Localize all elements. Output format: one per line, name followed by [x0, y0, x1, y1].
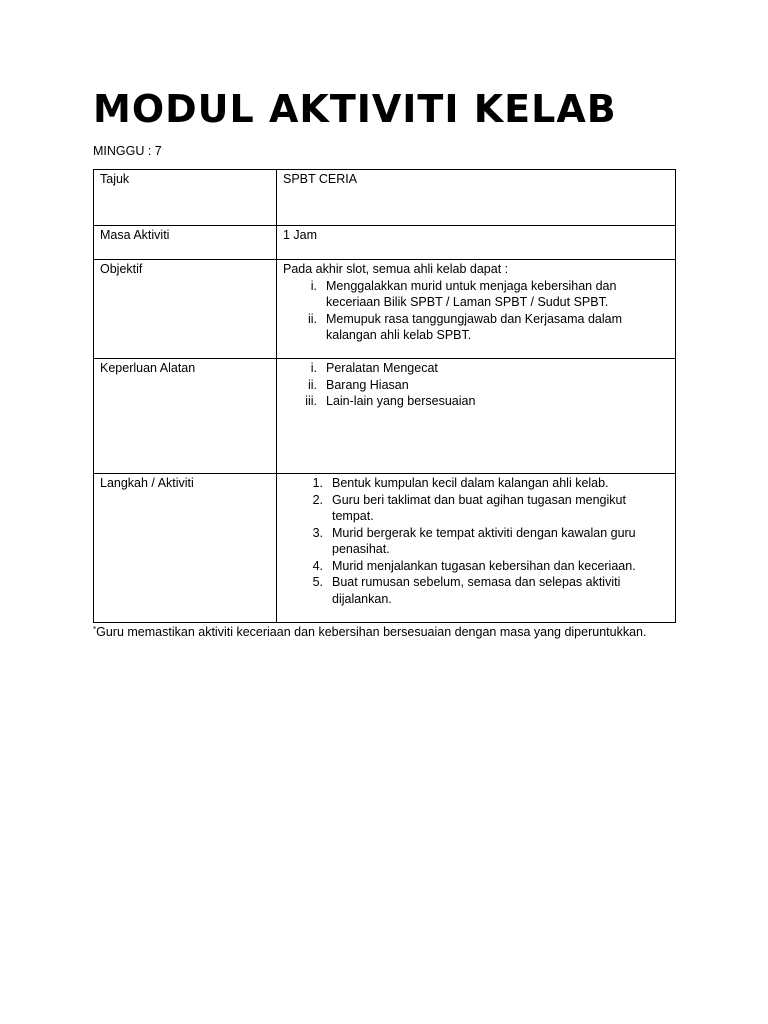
footnote-text: Guru memastikan aktiviti keceriaan dan kebersihan bersesuaian dengan masa yang diperuntukkan. [96, 625, 647, 639]
list-item-text: Murid menjalankan tugasan kebersihan dan keceriaan. [332, 558, 636, 573]
module-table [93, 169, 676, 623]
list-item [283, 393, 669, 410]
tajuk-value: SPBT CERIA [277, 170, 676, 226]
row-masa-aktiviti [94, 226, 676, 260]
list-marker: 3. [312, 525, 323, 540]
langkah-aktiviti-cell [277, 474, 676, 623]
list-marker: 2. [312, 492, 323, 507]
list-marker: 1. [312, 476, 323, 490]
row-tajuk [94, 170, 676, 226]
objektif-intro: Pada akhir slot, semua ahli kelab dapat : [283, 262, 509, 276]
masa-aktiviti-label: Masa Aktiviti [94, 226, 277, 260]
list-marker: ii. [307, 311, 317, 326]
list-item-text: Barang Hiasan [326, 377, 409, 392]
list-item [283, 574, 669, 607]
list-item-text: Guru beri taklimat dan buat agihan tugasan mengikut tempat. [332, 492, 626, 523]
masa-aktiviti-value: 1 Jam [277, 226, 676, 260]
week-label: MINGGU : 7 [93, 144, 162, 158]
list-item-text: Menggalakkan murid untuk menjaga kebersihan dan keceriaan Bilik SPBT / Laman SPBT / Sudut SPBT. [326, 278, 617, 309]
list-marker: ii. [307, 377, 317, 392]
list-marker: i. [310, 278, 317, 293]
objektif-label: Objektif [94, 260, 277, 359]
row-keperluan-alatan [94, 359, 676, 474]
footnote-mark: * [93, 625, 97, 634]
langkah-list [283, 475, 669, 607]
keperluan-alatan-cell [277, 359, 676, 474]
list-marker: 5. [312, 575, 323, 589]
list-item-text: Memupuk rasa tanggungjawab dan Kerjasama dalam kalangan ahli kelab SPBT. [326, 311, 623, 342]
document-title: MODUL AKTIVITI KELAB [93, 87, 617, 131]
row-langkah-aktiviti [94, 474, 676, 623]
list-marker: i. [310, 361, 317, 375]
list-marker: iii. [305, 394, 317, 408]
list-item [283, 475, 669, 492]
footnote [93, 622, 646, 640]
keperluan-alatan-label: Keperluan Alatan [94, 359, 277, 474]
list-item-text: Buat rumusan sebelum, semasa dan selepas aktiviti dijalankan. [332, 575, 621, 606]
list-item [283, 360, 669, 377]
list-item [283, 377, 669, 394]
list-item-text: Murid bergerak ke tempat aktiviti dengan kawalan guru penasihat. [332, 525, 636, 556]
list-marker: 4. [312, 558, 323, 573]
tajuk-label: Tajuk [94, 170, 277, 226]
list-item-text: Peralatan Mengecat [326, 361, 438, 375]
list-item-text: Bentuk kumpulan kecil dalam kalangan ahli kelab. [332, 476, 609, 490]
alatan-list [283, 360, 669, 410]
objektif-cell [277, 260, 676, 359]
objektif-list [283, 278, 669, 344]
list-item-text: Lain-lain yang bersesuaian [326, 394, 476, 408]
row-objektif [94, 260, 676, 359]
langkah-aktiviti-label: Langkah / Aktiviti [94, 474, 277, 623]
list-item [283, 278, 669, 311]
list-item [283, 492, 669, 525]
list-item [283, 311, 669, 344]
list-item [283, 525, 669, 558]
list-item [283, 558, 669, 575]
